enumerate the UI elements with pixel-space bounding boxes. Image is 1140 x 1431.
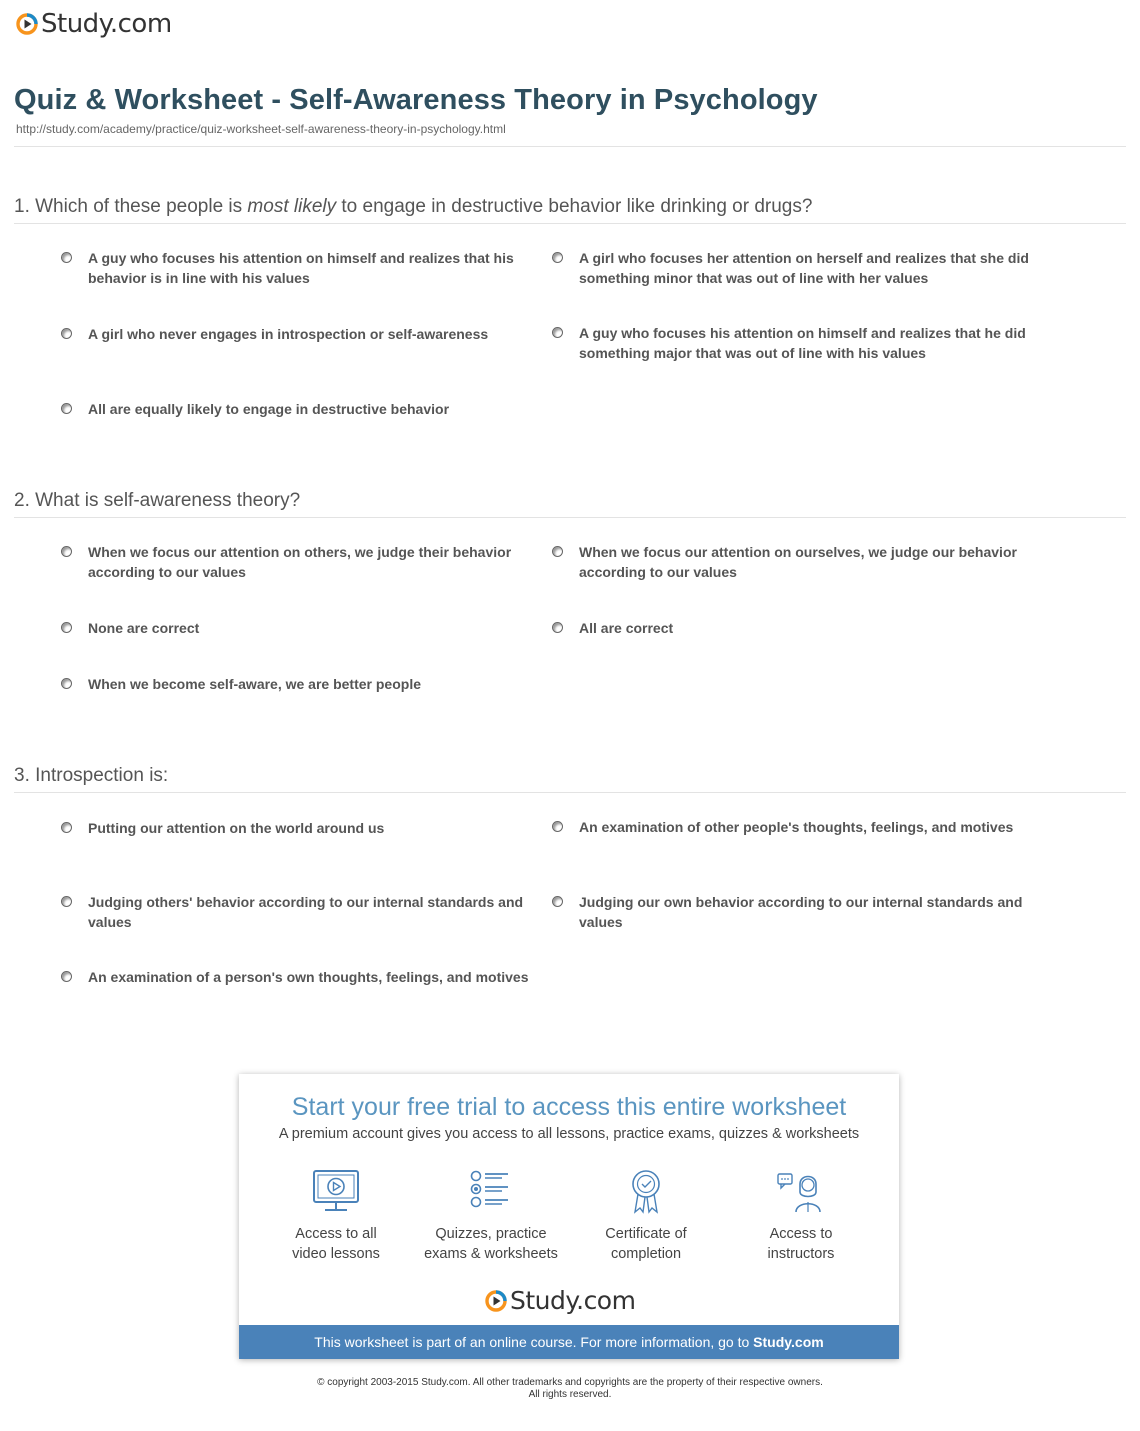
option-1a[interactable]	[88, 248, 538, 288]
free-trial-promo	[239, 1074, 899, 1359]
course-info-bar	[239, 1325, 899, 1359]
radio-button[interactable]	[552, 327, 563, 338]
video-lesson-icon	[311, 1168, 361, 1214]
question-emphasis: most likely	[247, 196, 337, 217]
feature-label-line2: completion	[610, 1246, 682, 1262]
promo-headline[interactable]: Start your free trial to access this entire worksheet	[291, 1093, 847, 1121]
question-text-end: to engage in destructive behavior like drinking or drugs?	[336, 196, 813, 217]
question-3: 3. Introspection is:	[14, 765, 169, 786]
option-label: When we become self-aware, we are better people	[88, 676, 421, 692]
radio-button[interactable]	[552, 622, 563, 633]
option-label: Judging others' behavior according to our internal standards and values	[88, 894, 524, 930]
promo-subline: A premium account gives you access to all lessons, practice exams, quizzes & worksheets	[278, 1126, 860, 1142]
radio-button[interactable]	[61, 622, 72, 633]
play-logo-icon	[16, 13, 38, 35]
option-label: A girl who never engages in introspection or self-awareness	[88, 326, 489, 342]
radio-button[interactable]	[552, 546, 563, 557]
option-label: A guy who focuses his attention on himself and realizes that he did something major that was out of line with his values	[579, 325, 1026, 361]
question-divider	[14, 792, 1126, 793]
radio-button[interactable]	[61, 971, 72, 982]
copyright-line-2: All rights reserved.	[528, 1389, 612, 1400]
question-divider	[14, 223, 1126, 224]
question-2: 2. What is self-awareness theory?	[14, 490, 301, 511]
study-logo[interactable]	[16, 9, 172, 39]
question-number: 1.	[14, 196, 36, 217]
radio-button[interactable]	[61, 252, 72, 263]
option-label: When we focus our attention on others, we judge their behavior according to our values	[88, 544, 512, 580]
radio-button[interactable]	[61, 822, 72, 833]
feature-label-line2: exams & worksheets	[424, 1246, 558, 1262]
option-label: All are correct	[579, 620, 674, 636]
radio-button[interactable]	[61, 546, 72, 557]
feature-label-line1: Certificate of	[605, 1226, 687, 1242]
radio-button[interactable]	[61, 403, 72, 414]
option-1d[interactable]	[579, 323, 1029, 363]
option-label: An examination of a person's own thoughts, feelings, and motives	[88, 969, 529, 985]
question-1	[14, 196, 812, 218]
quiz-list-icon	[466, 1168, 516, 1214]
option-1c[interactable]	[88, 324, 538, 344]
question-divider	[14, 517, 1126, 518]
feature-instructors	[724, 1168, 878, 1264]
copyright-footer	[0, 1377, 1140, 1401]
option-3e[interactable]	[88, 967, 538, 987]
option-label: A girl who focuses her attention on herself and realizes that she did something minor that was out of line with her values	[579, 250, 1029, 286]
page-url: http://study.com/academy/practice/quiz-worksheet-self-awareness-theory-in-psychology.html	[16, 122, 506, 136]
option-2d[interactable]	[579, 618, 1029, 638]
option-label: When we focus our attention on ourselves, we judge our behavior according to our values	[579, 544, 1017, 580]
option-1b[interactable]	[579, 248, 1029, 288]
option-label: All are equally likely to engage in destructive behavior	[88, 401, 450, 417]
instructor-icon	[776, 1168, 826, 1214]
feature-label-line1: Access to all	[295, 1226, 377, 1242]
header-divider	[14, 146, 1126, 147]
option-2c[interactable]	[88, 618, 538, 638]
promo-study-logo[interactable]	[485, 1286, 635, 1316]
option-2b[interactable]	[579, 542, 1029, 582]
feature-video-lessons	[259, 1168, 413, 1264]
feature-certificate	[569, 1168, 723, 1264]
bar-text: This worksheet is part of an online course. For more information, go to	[314, 1334, 754, 1350]
radio-button[interactable]	[61, 896, 72, 907]
copyright-line-1: © copyright 2003-2015 Study.com. All other trademarks and copyrights are the property of their respective owners.	[317, 1377, 823, 1388]
radio-button[interactable]	[552, 821, 563, 832]
option-label: Judging our own behavior according to our internal standards and values	[579, 894, 1023, 930]
play-logo-icon	[485, 1290, 507, 1312]
certificate-icon	[621, 1168, 671, 1214]
option-3c[interactable]	[88, 892, 538, 932]
option-3a[interactable]	[88, 818, 538, 838]
option-1e[interactable]	[88, 399, 538, 419]
option-label: None are correct	[88, 620, 200, 636]
feature-label-line2: instructors	[767, 1246, 835, 1262]
radio-button[interactable]	[552, 896, 563, 907]
option-3b[interactable]	[579, 817, 1029, 837]
radio-button[interactable]	[61, 678, 72, 689]
option-2e[interactable]	[88, 674, 538, 694]
radio-button[interactable]	[61, 328, 72, 339]
option-2a[interactable]	[88, 542, 538, 582]
feature-label-line1: Quizzes, practice	[435, 1226, 547, 1242]
option-label: An examination of other people's thoughts, feelings, and motives	[579, 819, 1014, 835]
question-text-start: Which of these people is	[35, 196, 248, 217]
study-link[interactable]: Study.com	[753, 1334, 824, 1350]
radio-button[interactable]	[552, 252, 563, 263]
feature-label-line2: video lessons	[292, 1246, 380, 1262]
feature-label-line1: Access to	[769, 1226, 833, 1242]
logo-text: Study.com	[41, 9, 172, 39]
logo-text: Study.com	[510, 1286, 636, 1315]
page-title: Quiz & Worksheet - Self-Awareness Theory in Psychology	[14, 84, 818, 116]
option-label: A guy who focuses his attention on himself and realizes that his behavior is in line with his values	[88, 250, 514, 286]
option-3d[interactable]	[579, 892, 1029, 932]
option-label: Putting our attention on the world around us	[88, 820, 385, 836]
feature-quizzes	[414, 1168, 568, 1264]
